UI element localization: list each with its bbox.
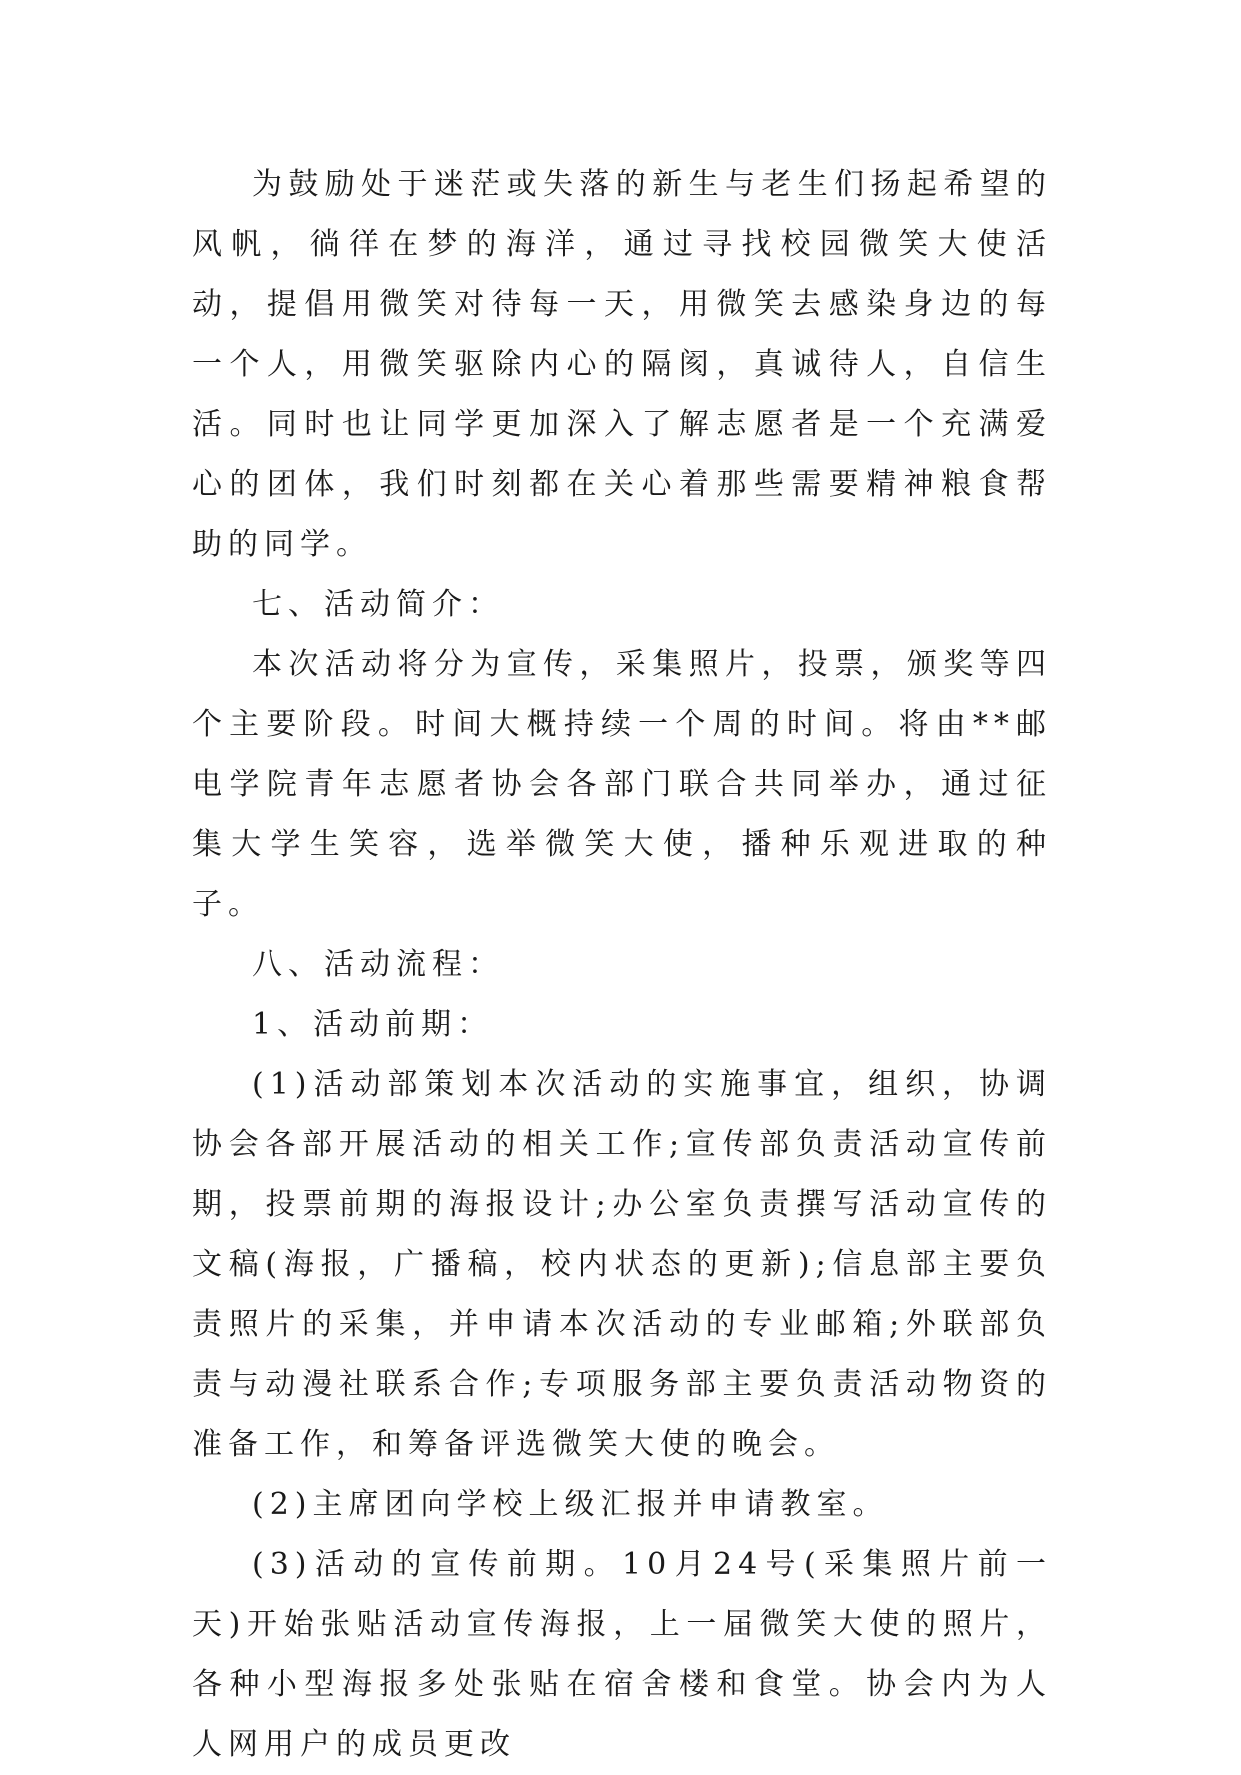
paragraph-step-2: (2)主席团向学校上级汇报并申请教室。	[252, 1487, 889, 1522]
paragraph-intro: 为鼓励处于迷茫或失落的新生与老生们扬起希望的风帆，徜徉在梦的海洋，通过寻找校园微笑大使活动，提倡用微笑对待每一天，用微笑去感染身边的每一个人，用微笑驱除内心的隔阂，真诚待人，自信生活。同时也让同学更加深入了解志愿者是一个充满爱心的团体，我们时刻都在关心着那些需要精神粮食帮助的同学。	[192, 167, 1052, 562]
paragraph-step-3: (3)活动的宣传前期。10月24号(采集照片前一天)开始张贴活动宣传海报，上一届微笑大使的照片，各种小型海报多处张贴在宿舍楼和食堂。协会内为人人网用户的成员更改	[192, 1547, 1052, 1762]
document-body	[192, 155, 1052, 1775]
heading-pre-activity: 1、活动前期：	[252, 1007, 494, 1042]
heading-activity-process: 八、活动流程：	[252, 947, 504, 982]
paragraph-activity-intro: 本次活动将分为宣传，采集照片，投票，颁奖等四个主要阶段。时间大概持续一个周的时间。将由**邮电学院青年志愿者协会各部门联合共同举办，通过征集大学生笑容，选举微笑大使，播种乐观进取的种子。	[192, 647, 1052, 922]
heading-activity-intro: 七、活动简介：	[252, 587, 504, 622]
paragraph-step-1: (1)活动部策划本次活动的实施事宜，组织，协调协会各部开展活动的相关工作;宣传部负责活动宣传前期，投票前期的海报设计;办公室负责撰写活动宣传的文稿(海报，广播稿，校内状态的更新);信息部主要负责照片的采集，并申请本次活动的专业邮箱;外联部负责与动漫社联系合作;专项服务部主要负责活动物资的准备工作，和筹备评选微笑大使的晚会。	[192, 1067, 1052, 1462]
